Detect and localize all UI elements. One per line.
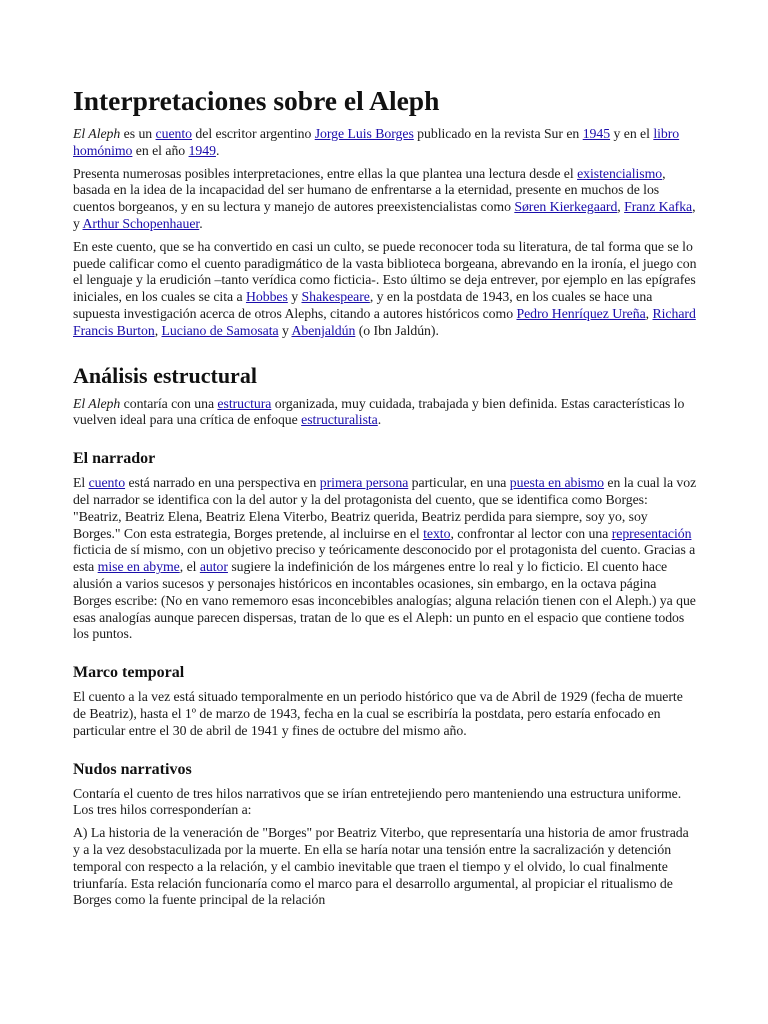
link-puesta-en-abismo[interactable]: puesta en abismo <box>509 475 605 491</box>
link-pedro-henriquez-urena[interactable]: Pedro Henríquez Ureña <box>516 305 646 321</box>
text-run: , confrontar al lector con una <box>450 525 612 541</box>
text-run: es un <box>120 126 156 141</box>
text-run: particular, en una <box>408 475 510 491</box>
link-representacion[interactable]: representación <box>611 525 692 541</box>
link-texto[interactable]: texto <box>423 525 451 541</box>
link-1945[interactable]: 1945 <box>582 126 611 141</box>
heading-nudos-narrativos: Nudos narrativos <box>73 760 192 778</box>
spacer <box>73 346 697 362</box>
link-primera-persona[interactable]: primera persona <box>319 475 409 491</box>
text-run: El <box>73 475 89 491</box>
culto-paragraph <box>73 239 697 340</box>
heading-marco-temporal: Marco temporal <box>73 664 185 682</box>
link-richard-francis-burton[interactable]: Richard Francis Burton <box>73 305 696 338</box>
spacer <box>73 746 697 760</box>
link-existencialismo[interactable]: existencialismo <box>577 165 663 181</box>
link-luciano-de-samosata[interactable]: Luciano de Samosata <box>161 322 279 338</box>
text-run: está narrado en una perspectiva en <box>125 475 320 491</box>
text-run: , y <box>73 199 696 231</box>
text-run: publicado en la revista Sur en <box>413 126 583 141</box>
link-shakespeare[interactable]: Shakespeare <box>301 289 370 305</box>
article-body <box>73 84 697 915</box>
text-run: , <box>154 322 162 338</box>
link-cuento-2[interactable]: cuento <box>88 475 126 491</box>
link-cuento[interactable]: cuento <box>155 126 193 141</box>
link-hobbes[interactable]: Hobbes <box>245 289 288 305</box>
heading-analisis-estructural: Análisis estructural <box>73 362 257 388</box>
text-run: . <box>215 142 220 158</box>
intro-paragraph <box>73 126 697 160</box>
link-abenjaldun[interactable]: Abenjaldún <box>291 322 356 338</box>
text-run: y en el <box>610 126 654 141</box>
threads-intro-paragraph: Contaría el cuento de tres hilos narrativos que se irían entretejiendo pero manteniendo una estructura uniforme. Los tres hilos corresponderían a: <box>73 785 682 818</box>
text-run: en el año <box>132 142 189 158</box>
spacer <box>73 649 697 663</box>
text-run: , basada en la idea de la incapacidad del ser humano de enfrentarse a la eternidad, presente en muchos de los cuentos borgeanos, y en su lectura y manejo de autores preexistencialistas como <box>73 165 666 215</box>
link-mise-en-abyme[interactable]: mise en abyme <box>97 559 180 575</box>
link-1949[interactable]: 1949 <box>188 142 216 158</box>
link-soren-kierkegaard[interactable]: Søren Kierkegaard <box>514 199 618 215</box>
text-run: . <box>199 215 203 231</box>
text-run: , <box>617 199 625 215</box>
text-run: organizada, muy cuidada, trabajada y bien definida. Estas características lo vuelven ideal para una crítica de enfoque <box>73 395 685 428</box>
work-title: El Aleph <box>73 126 121 141</box>
structure-paragraph <box>73 396 697 430</box>
time-frame-paragraph: El cuento a la vez está situado temporalmente en un periodo histórico que va de Abril de 1929 (fecha de muerte de Beatriz), hasta el 1º de marzo de 1943, fecha en la cual se escribiría la postdata, pero estaría enfocado en particular entre el 30 de abril de 1941 y fines de octubre del mismo año. <box>73 689 683 738</box>
text-run: , el <box>179 559 200 575</box>
link-estructuralista[interactable]: estructuralista <box>301 412 378 428</box>
link-autor[interactable]: autor <box>199 559 228 575</box>
text-run: , y en la postdata de 1943, en los cuales se hace una supuesta investigación acerca de otros Alephs, citando a autores históricos como <box>73 289 653 321</box>
text-run: contaría con una <box>120 395 218 411</box>
text-run: En este cuento, que se ha convertido en casi un culto, se puede reconocer toda su literatura, de tal forma que se lo puede calificar como el cuento paradigmático de la vasta biblioteca borgeana, abrevando en la ironía, el juego con el lenguaje y la erudición –tanto verídica como ficticia-. Esto último se deja entrever, por ejemplo en las epígrafes iniciales, en los cuales se cita a <box>73 238 697 305</box>
link-estructura[interactable]: estructura <box>217 395 272 411</box>
heading-el-narrador: El narrador <box>73 450 156 468</box>
work-title: El Aleph <box>73 395 121 411</box>
text-run: (o Ibn Jaldún). <box>355 322 439 338</box>
text-run: y <box>287 289 302 305</box>
narrator-paragraph <box>73 475 697 643</box>
spacer <box>73 435 697 449</box>
text-run: en la cual la voz del narrador se identifica con la del autor y la del protagonista del cuento, que se identifica como Borges: "Beatriz, Beatriz Elena, Beatriz Elena Viterbo, Beatriz querida, Beatriz perdida para siempre, soy yo, soy Borges." Con esta estrategia, Borges pretende, al incluirse en el <box>73 475 697 541</box>
text-run: ficticia de sí mismo, con un objetivo preciso y teóricamente desconocido por el protagonista del cuento. Gracias a esta <box>73 542 696 575</box>
interpretations-paragraph <box>73 166 697 233</box>
text-run: . <box>377 412 382 428</box>
thread-a-paragraph: A) La historia de la veneración de "Borges" por Beatriz Viterbo, que representaría una historia de amor frustrada y a la vez desobstaculizada por la muerte. En ella se haría notar una tensión entre la sacralización y detención temporal con respecto a la relación, y el cambio inevitable que traen el tiempo y el olvido, lo cual finalmente triunfaría. Esta relación funcionaría como el marco para el desarrollo argumental, al propiciar el ritualismo de Borges como la fuente principal de la relación <box>73 825 689 908</box>
link-arthur-schopenhauer[interactable]: Arthur Schopenhauer <box>82 215 200 231</box>
text-run: , <box>645 305 653 321</box>
text-run: sugiere la indefinición de los márgenes entre lo real y lo ficticio. El cuento hace alusión a varios sucesos y personajes históricos en incontables ocasiones, sin embargo, en la octava página Borges escribe: (No en vano rememoro esas inconcebibles analogías; alguna relación tienen con el Aleph.) ya que esas analogías aunque parecen dispersas, tratan de lo que es el Aleph: un punto en el espacio que contiene todos los puntos. <box>73 559 696 642</box>
text-run: y <box>278 322 292 338</box>
text-run: Presenta numerosas posibles interpretaciones, entre ellas la que plantea una lectura desde el <box>73 165 578 181</box>
link-libro-homonimo[interactable]: libro homónimo <box>73 126 680 158</box>
link-franz-kafka[interactable]: Franz Kafka <box>624 199 693 215</box>
link-jorge-luis-borges[interactable]: Jorge Luis Borges <box>314 126 414 141</box>
page-title: Interpretaciones sobre el Aleph <box>73 85 440 116</box>
text-run: del escritor argentino <box>192 126 315 141</box>
